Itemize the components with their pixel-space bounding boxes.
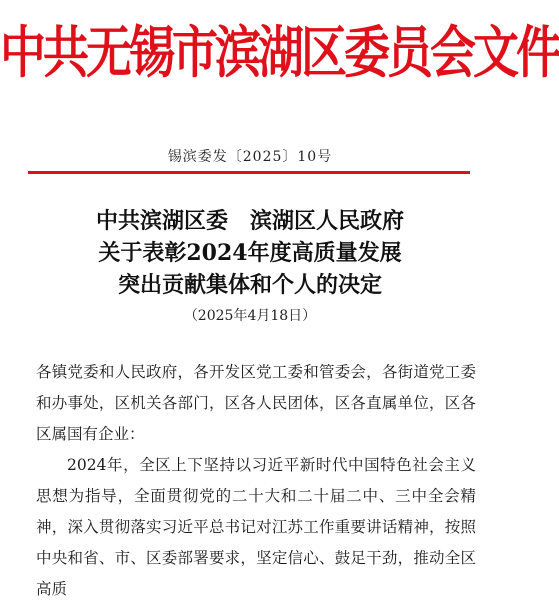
document-number: 锡滨委发〔2025〕10号 bbox=[167, 149, 333, 165]
body-paragraph-1: 2024年，全区上下坚持以习近平新时代中国特色社会主义思想为指导，全面贯彻党的二十大和二十届二中、三中全会精神，深入贯彻落实习近平总书记对江苏工作重要讲话精神，按照中央和省、市、区委部署要求，坚定信心、鼓足干劲，推动全区高质 bbox=[36, 456, 476, 598]
title-line-1: 中共滨湖区委 滨湖区人民政府 bbox=[95, 208, 404, 234]
document-masthead: 中共无锡市滨湖区委员会文件 bbox=[0, 19, 559, 86]
title-line-3: 突出贡献集体和个人的决定 bbox=[117, 272, 382, 298]
document-date: （2025年4月18日） bbox=[183, 308, 317, 324]
red-divider-line bbox=[28, 171, 470, 174]
salutation-paragraph: 各镇党委和人民政府，各开发区党工委和管委会，各街道党工委和办事处，区机关各部门，区各人民团体，区各直属单位，区各区属国有企业： bbox=[36, 363, 476, 443]
title-line-2: 关于表彰2024年度高质量发展 bbox=[98, 240, 402, 266]
